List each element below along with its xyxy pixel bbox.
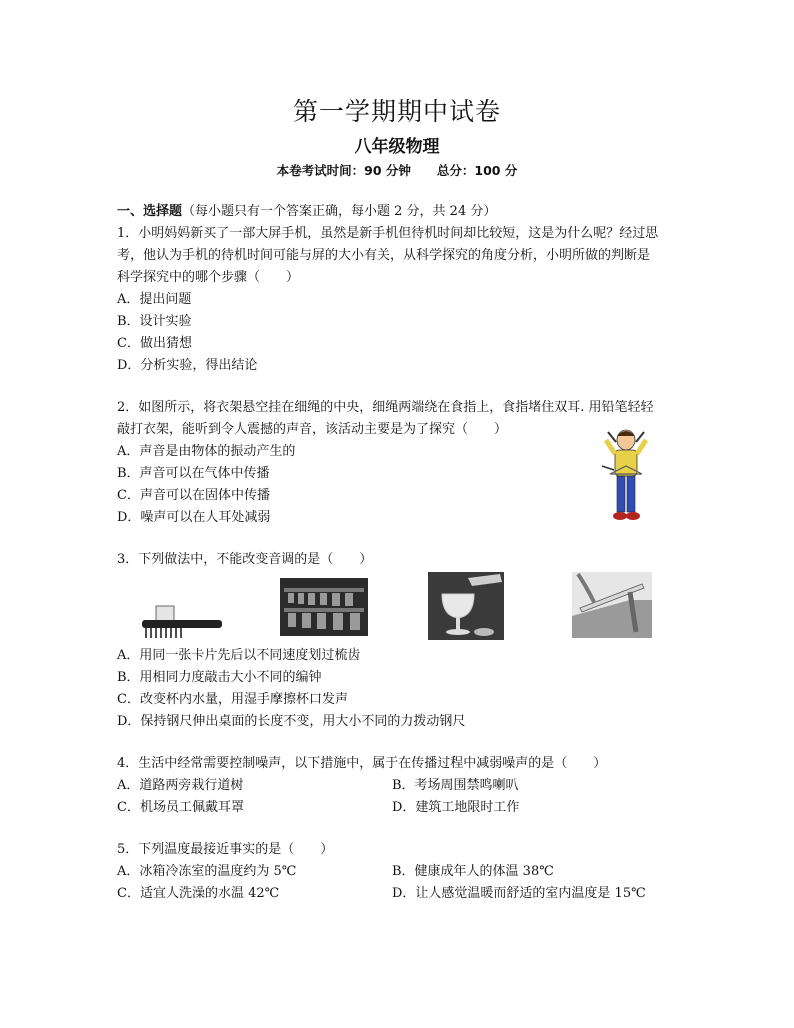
q2-option-c: C．声音可以在固体中传播 — [117, 488, 270, 503]
q1-option-a: A．提出问题 — [117, 292, 192, 307]
q5-option-b: B．健康成年人的体温 38℃ — [392, 864, 554, 879]
steel-ruler-illustration — [572, 572, 652, 638]
q3-option-b: B．用相同力度敲击大小不同的编钟 — [117, 670, 322, 685]
q4-option-c: C．机场员工佩戴耳罩 — [117, 800, 244, 815]
time-label: 本卷考试时间：90 分钟 — [276, 163, 411, 178]
q2-option-d: D．噪声可以在人耳处减弱 — [117, 510, 271, 525]
q4-stem-line1: 4．生活中经常需要控制噪声，以下措施中，属于在传播过程中减弱噪声的是（ ） — [117, 756, 607, 771]
comb-card-illustration — [142, 604, 222, 640]
boy-hanger-illustration — [596, 428, 656, 522]
q3-stem-line1: 3．下列做法中，不能改变音调的是（ ） — [117, 552, 373, 567]
subject-title: 八年级物理 — [354, 137, 440, 157]
q2-option-b: B．声音可以在气体中传播 — [117, 466, 270, 481]
wine-glass-illustration — [428, 572, 504, 640]
q1-option-d: D．分析实验，得出结论 — [117, 358, 258, 373]
q3-option-a: A．用同一张卡片先后以不同速度划过梳齿 — [117, 648, 361, 663]
q5-option-d: D．让人感觉温暖而舒适的室内温度是 15℃ — [392, 886, 646, 901]
q1-stem-line3: 科学探究中的哪个步骤（ ） — [117, 270, 300, 285]
q5-option-a: A．冰箱冷冻室的温度约为 5℃ — [117, 864, 297, 879]
section-note: （每小题只有一个答案正确，每小题 2 分，共 24 分） — [182, 204, 497, 219]
q2-stem-line2: 敲打衣架，能听到令人震撼的声音，该活动主要是为了探究（ ） — [117, 422, 508, 437]
section-heading — [117, 201, 496, 223]
q4-option-d: D．建筑工地限时工作 — [392, 800, 520, 815]
score-label: 总分：100 分 — [436, 163, 518, 178]
q4-option-b: B．考场周围禁鸣喇叭 — [392, 778, 519, 793]
q4-option-a: A．道路两旁栽行道树 — [117, 778, 244, 793]
q3-option-c: C．改变杯内水量，用湿手摩擦杯口发声 — [117, 692, 348, 707]
section-title: 一、选择题 — [117, 204, 183, 219]
q1-option-c: C．做出猜想 — [117, 336, 192, 351]
exam-meta — [0, 161, 794, 179]
q2-stem-line1: 2．如图所示，将衣架悬空挂在细绳的中央，细绳两端绕在食指上，食指堵住双耳. 用铅笔轻轻 — [117, 400, 654, 415]
bianzhong-bells-illustration — [280, 578, 368, 636]
q1-stem-line2: 考，他认为手机的待机时间可能与屏的大小有关，从科学探究的角度分析，小明所做的判断是 — [117, 248, 651, 263]
q2-option-a: A．声音是由物体的振动产生的 — [117, 444, 296, 459]
q1-option-b: B．设计实验 — [117, 314, 192, 329]
q5-stem-line1: 5．下列温度最接近事实的是（ ） — [117, 842, 334, 857]
q3-option-d: D．保持钢尺伸出桌面的长度不变，用大小不同的力拨动钢尺 — [117, 714, 466, 729]
q1-stem-line1: 1．小明妈妈新买了一部大屏手机，虽然是新手机但待机时间却比较短，这是为什么呢？经过思 — [117, 226, 659, 241]
page-title: 第一学期期中试卷 — [292, 97, 501, 126]
q5-option-c: C．适宜人洗澡的水温 42℃ — [117, 886, 280, 901]
